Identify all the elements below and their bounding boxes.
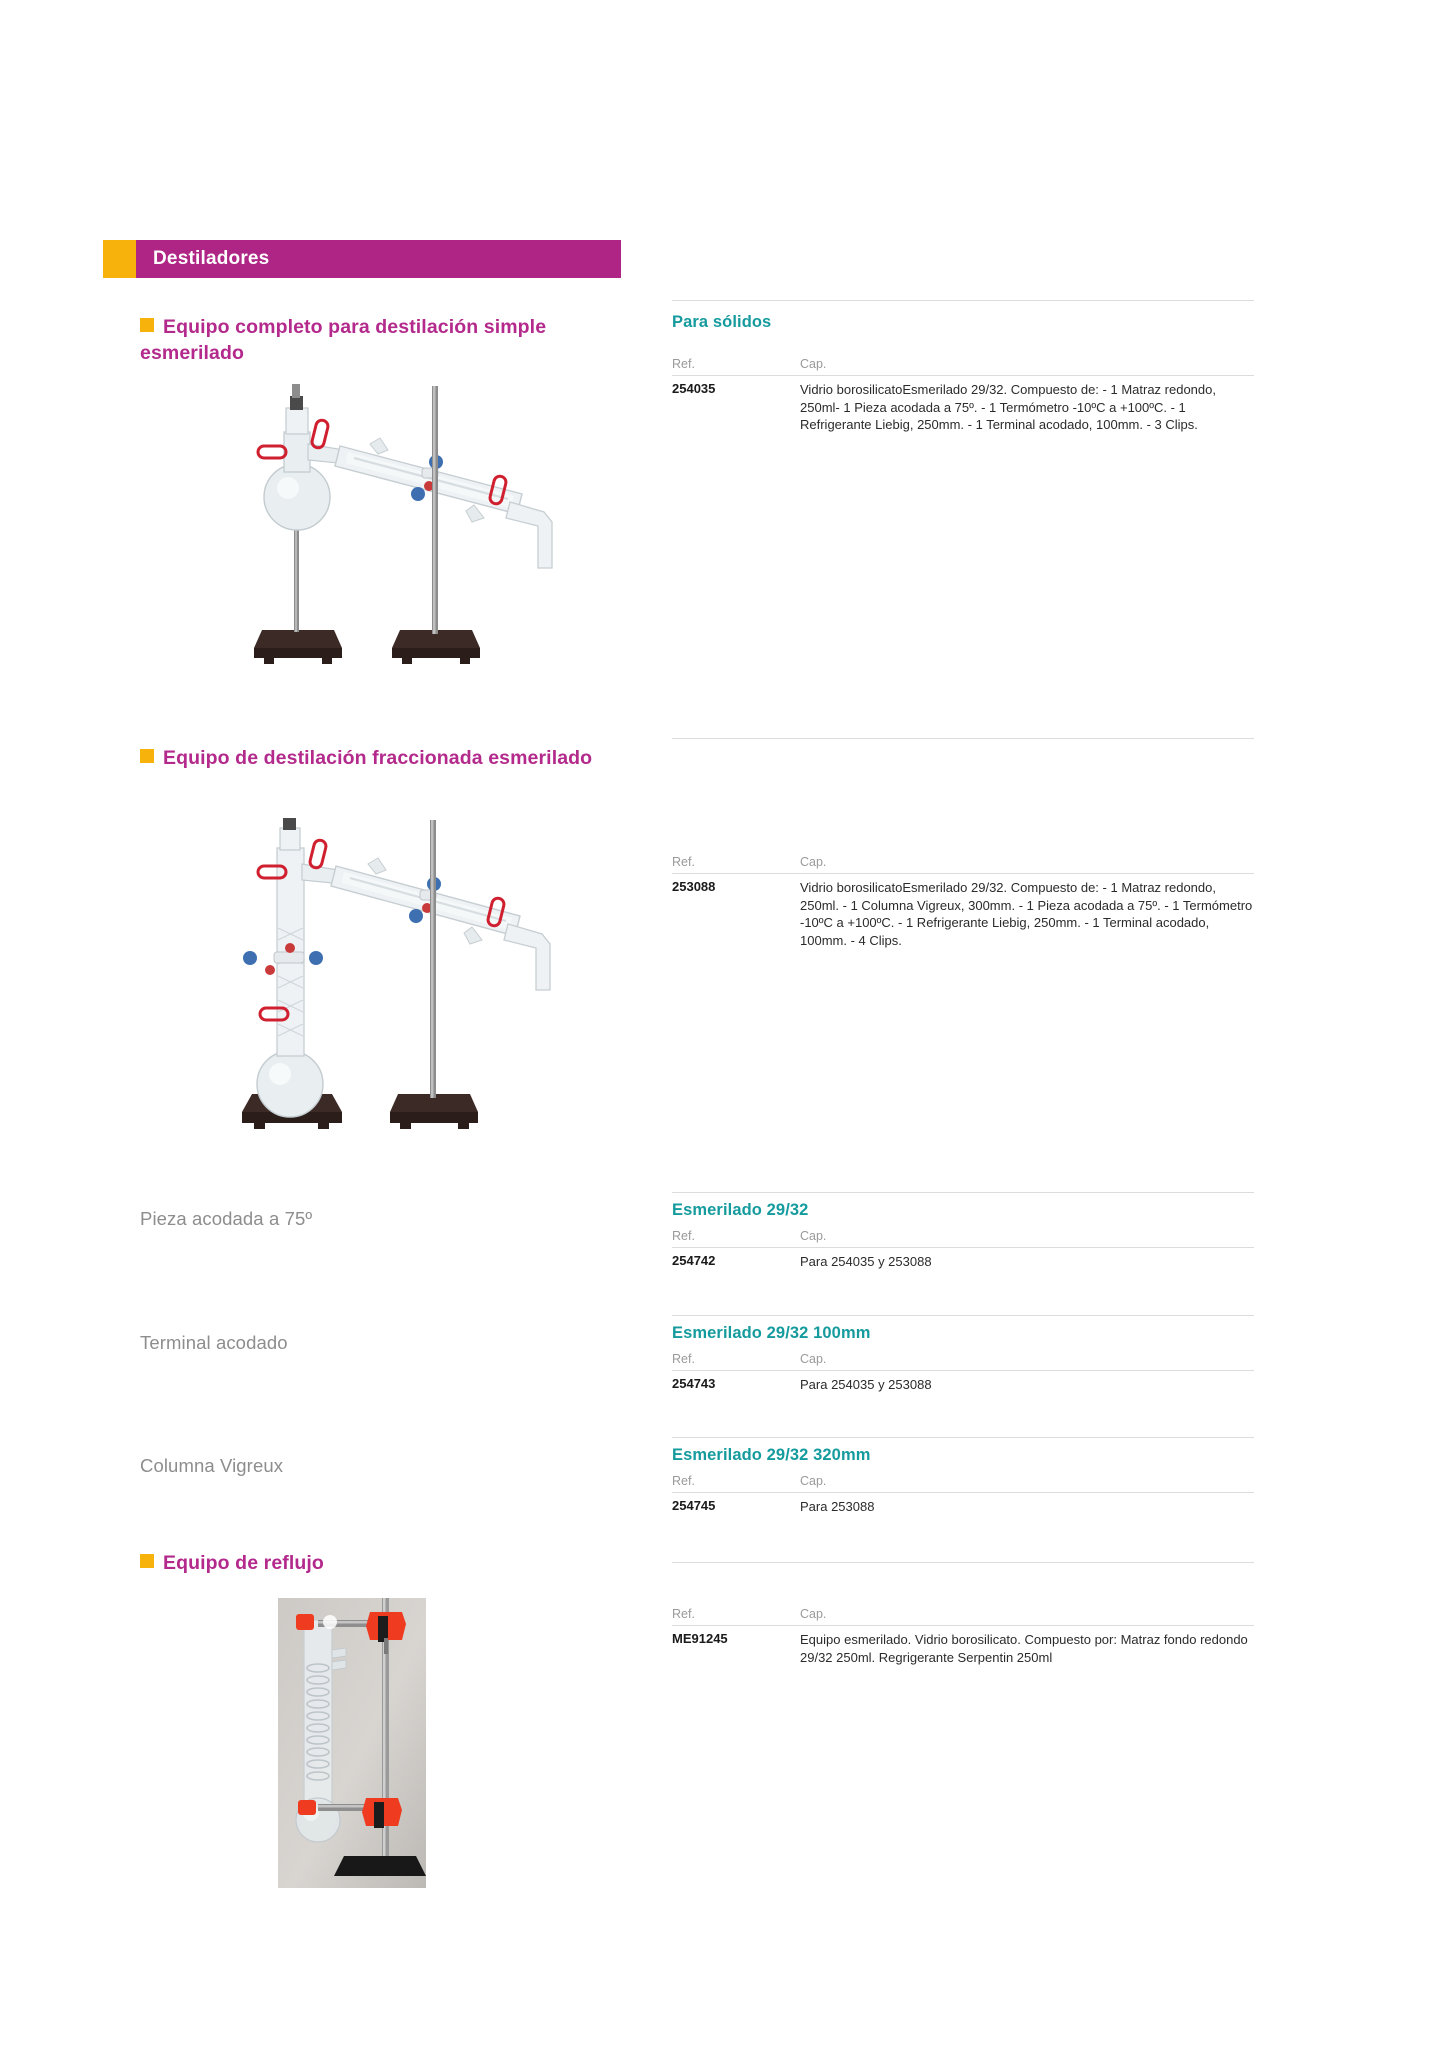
table-block-4 [672, 1315, 1254, 1394]
cell-cap: Vidrio borosilicatoEsmerilado 29/32. Compuesto de: - 1 Matraz redondo, 250ml- 1 Pieza acodada a 75º. - 1 Termómetro -10ºC a +100ºC. - 1 Refrigerante Liebig, 250mm. - 1 Terminal acodado, 100mm. - 3 Clips. [800, 382, 1216, 432]
cell-ref: ME91245 [672, 1631, 728, 1646]
fractional-distillation-illustration [222, 812, 562, 1160]
column-header-ref: Ref. [672, 1352, 695, 1366]
table-header-row-1 [672, 357, 1254, 376]
cell-ref: 254035 [672, 381, 716, 396]
table-title-3: Esmerilado 29/32 [672, 1201, 809, 1219]
table-header-row-6 [672, 1607, 1254, 1626]
table-row [672, 1626, 1254, 1666]
cell-ref: 254743 [672, 1376, 716, 1391]
column-header-cap: Cap. [800, 855, 827, 869]
section-3-heading-block [140, 1208, 640, 1230]
table-row [672, 1248, 1254, 1271]
table-block-6 [672, 1562, 1254, 1563]
table-title-4: Esmerilado 29/32 100mm [672, 1324, 871, 1342]
cell-cap: Para 254035 y 253088 [800, 1254, 932, 1269]
table-row [672, 1493, 1254, 1516]
cell-cap: Vidrio borosilicatoEsmerilado 29/32. Compuesto de: - 1 Matraz redondo, 250ml. - 1 Columna Vigreux, 300mm. - 1 Pieza acodada a 75º. - 1 Termómetro -10ºC a +100ºC. - 1 Refrigerante Liebig, 250mm. - 1 Terminal acodado, 100mm. - 4 Clips. [800, 880, 1253, 948]
product-heading-1 [140, 314, 640, 366]
reflux-equipment-photo [278, 1598, 426, 1888]
column-header-cap: Cap. [800, 357, 827, 371]
reflux-equipment-illustration [278, 1598, 426, 1888]
column-header-ref: Ref. [672, 855, 695, 869]
table-row [672, 1371, 1254, 1394]
column-header-cap: Cap. [800, 1352, 827, 1366]
cell-cap: Equipo esmerilado. Vidrio borosilicato. Compuesto por: Matraz fondo redondo 29/32 250ml. Regrigerante Serpentin 250ml [800, 1632, 1248, 1665]
simple-distillation-apparatus-photo [222, 372, 562, 690]
section-1-heading-block [140, 314, 640, 366]
cell-ref: 254742 [672, 1253, 716, 1268]
column-header-cap: Cap. [800, 1607, 827, 1621]
bullet-square-icon [140, 1554, 154, 1568]
table-row [672, 874, 1254, 949]
table-block-2-body [672, 855, 1254, 949]
table-header-row-4 [672, 1352, 1254, 1371]
section-5-heading-block [140, 1455, 640, 1477]
fractional-distillation-apparatus-photo [222, 812, 562, 1160]
table-header-row-5 [672, 1474, 1254, 1493]
section-banner [103, 240, 621, 278]
column-header-cap: Cap. [800, 1229, 827, 1243]
table-top-rule [672, 1315, 1254, 1316]
table-block-6-body [672, 1607, 1254, 1666]
banner-color-swatch [103, 240, 136, 278]
section-4-heading-block [140, 1332, 640, 1354]
product-heading-1-label: Equipo completo para destilación simple esmerilado [140, 316, 547, 364]
distillation-apparatus-illustration [222, 372, 562, 690]
bullet-square-icon [140, 749, 154, 763]
table-block-1 [672, 300, 1254, 434]
table-header-row-2 [672, 855, 1254, 874]
table-block-2 [672, 738, 1254, 739]
table-title-5: Esmerilado 29/32 320mm [672, 1446, 871, 1464]
table-block-5 [672, 1437, 1254, 1516]
section-2-heading-block [140, 745, 640, 771]
product-heading-2-label: Equipo de destilación fraccionada esmerilado [163, 747, 593, 769]
table-block-3 [672, 1192, 1254, 1271]
column-header-ref: Ref. [672, 1607, 695, 1621]
product-heading-3: Pieza acodada a 75º [140, 1208, 313, 1229]
product-heading-6-label: Equipo de reflujo [163, 1552, 324, 1574]
column-header-ref: Ref. [672, 1229, 695, 1243]
cell-cap: Para 254035 y 253088 [800, 1377, 932, 1392]
product-heading-2 [140, 745, 640, 771]
product-heading-4: Terminal acodado [140, 1332, 288, 1353]
table-row [672, 376, 1254, 434]
section-title: Destiladores [153, 248, 270, 269]
table-top-rule [672, 1192, 1254, 1193]
banner-bar [136, 240, 621, 278]
column-header-ref: Ref. [672, 1474, 695, 1488]
table-header-row-3 [672, 1229, 1254, 1248]
table-title-1: Para sólidos [672, 313, 772, 331]
product-heading-5: Columna Vigreux [140, 1455, 284, 1476]
table-top-rule [672, 1437, 1254, 1438]
cell-ref: 254745 [672, 1498, 716, 1513]
section-6-heading-block [140, 1550, 640, 1576]
column-header-cap: Cap. [800, 1474, 827, 1488]
table-top-rule [672, 1562, 1254, 1563]
column-header-ref: Ref. [672, 357, 695, 371]
cell-cap: Para 253088 [800, 1499, 875, 1514]
cell-ref: 253088 [672, 879, 716, 894]
table-top-rule [672, 738, 1254, 739]
table-top-rule [672, 300, 1254, 301]
product-heading-6 [140, 1550, 640, 1576]
bullet-square-icon [140, 318, 154, 332]
